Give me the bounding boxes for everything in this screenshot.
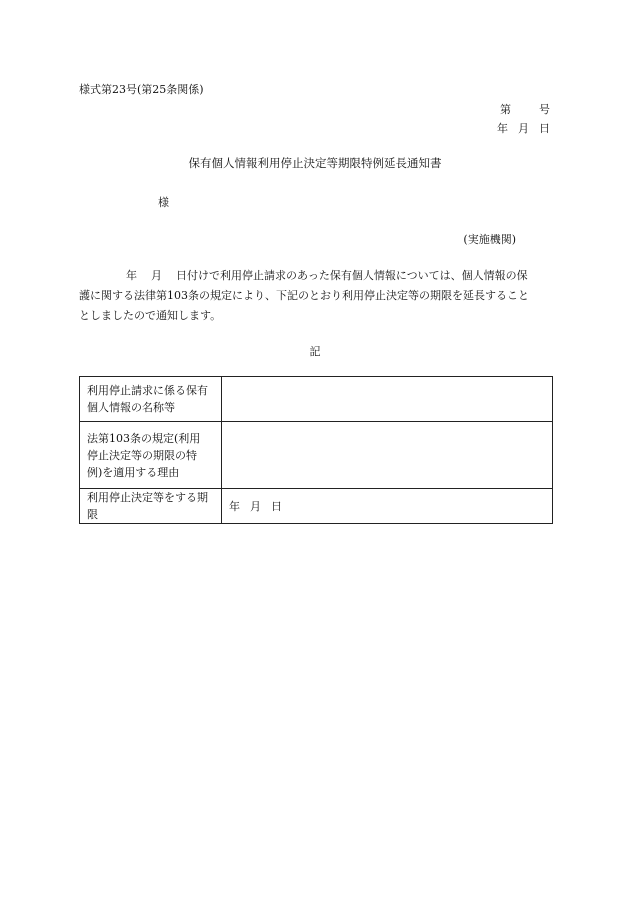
form-number: 様式第23号(第25条関係) (79, 83, 204, 96)
row2-label-line-a: 法第103条の規定(利用 (87, 431, 201, 445)
body-line-3: としましたので通知します。 (79, 309, 222, 322)
table-row (80, 422, 553, 489)
table-row (80, 377, 553, 422)
row2-label (80, 422, 222, 489)
document-date (497, 120, 550, 136)
issuer: (実施機関) (463, 233, 516, 246)
body-month: 月 (151, 269, 162, 282)
row2-value (222, 422, 553, 489)
row3-label-line-b: 限 (87, 508, 98, 521)
document-number-suffix: 号 (539, 103, 550, 116)
date-month: 月 (518, 122, 529, 135)
document-title: 保有個人情報利用停止決定等期限特例延長通知書 (188, 156, 442, 170)
addressee: 様 (158, 196, 169, 209)
row1-label (80, 377, 222, 422)
deadline-year: 年 (229, 499, 240, 513)
table-row (80, 489, 553, 524)
row2-label-line-c: 例)を適用する理由 (87, 465, 180, 479)
deadline-day: 日 (271, 499, 282, 513)
body-text (79, 266, 552, 326)
date-day: 日 (539, 122, 550, 135)
body-year: 年 (126, 269, 137, 282)
row2-label-line-b: 停止決定等の期限の特 (87, 448, 197, 462)
body-line-1-rest: 日付けで利用停止請求のあった保有個人情報については、個人情報の保 (176, 269, 528, 282)
row1-value (222, 377, 553, 422)
document-number-prefix: 第 (500, 103, 511, 116)
ki-heading: 記 (309, 345, 321, 358)
row3-value (222, 489, 553, 524)
body-line-2: 護に関する法律第103条の規定により、下記のとおり利用停止決定等の期限を延長すること (79, 289, 529, 302)
row3-label (80, 489, 222, 524)
row1-label-line-a: 利用停止請求に係る保有 (87, 384, 208, 397)
row3-label-line-a: 利用停止決定等をする期 (87, 491, 208, 504)
date-year: 年 (497, 122, 508, 135)
deadline-month: 月 (250, 499, 261, 513)
document-number (500, 101, 550, 117)
row1-label-line-b: 個人情報の名称等 (87, 401, 175, 414)
body-line-1 (79, 266, 552, 286)
detail-table (79, 376, 553, 524)
